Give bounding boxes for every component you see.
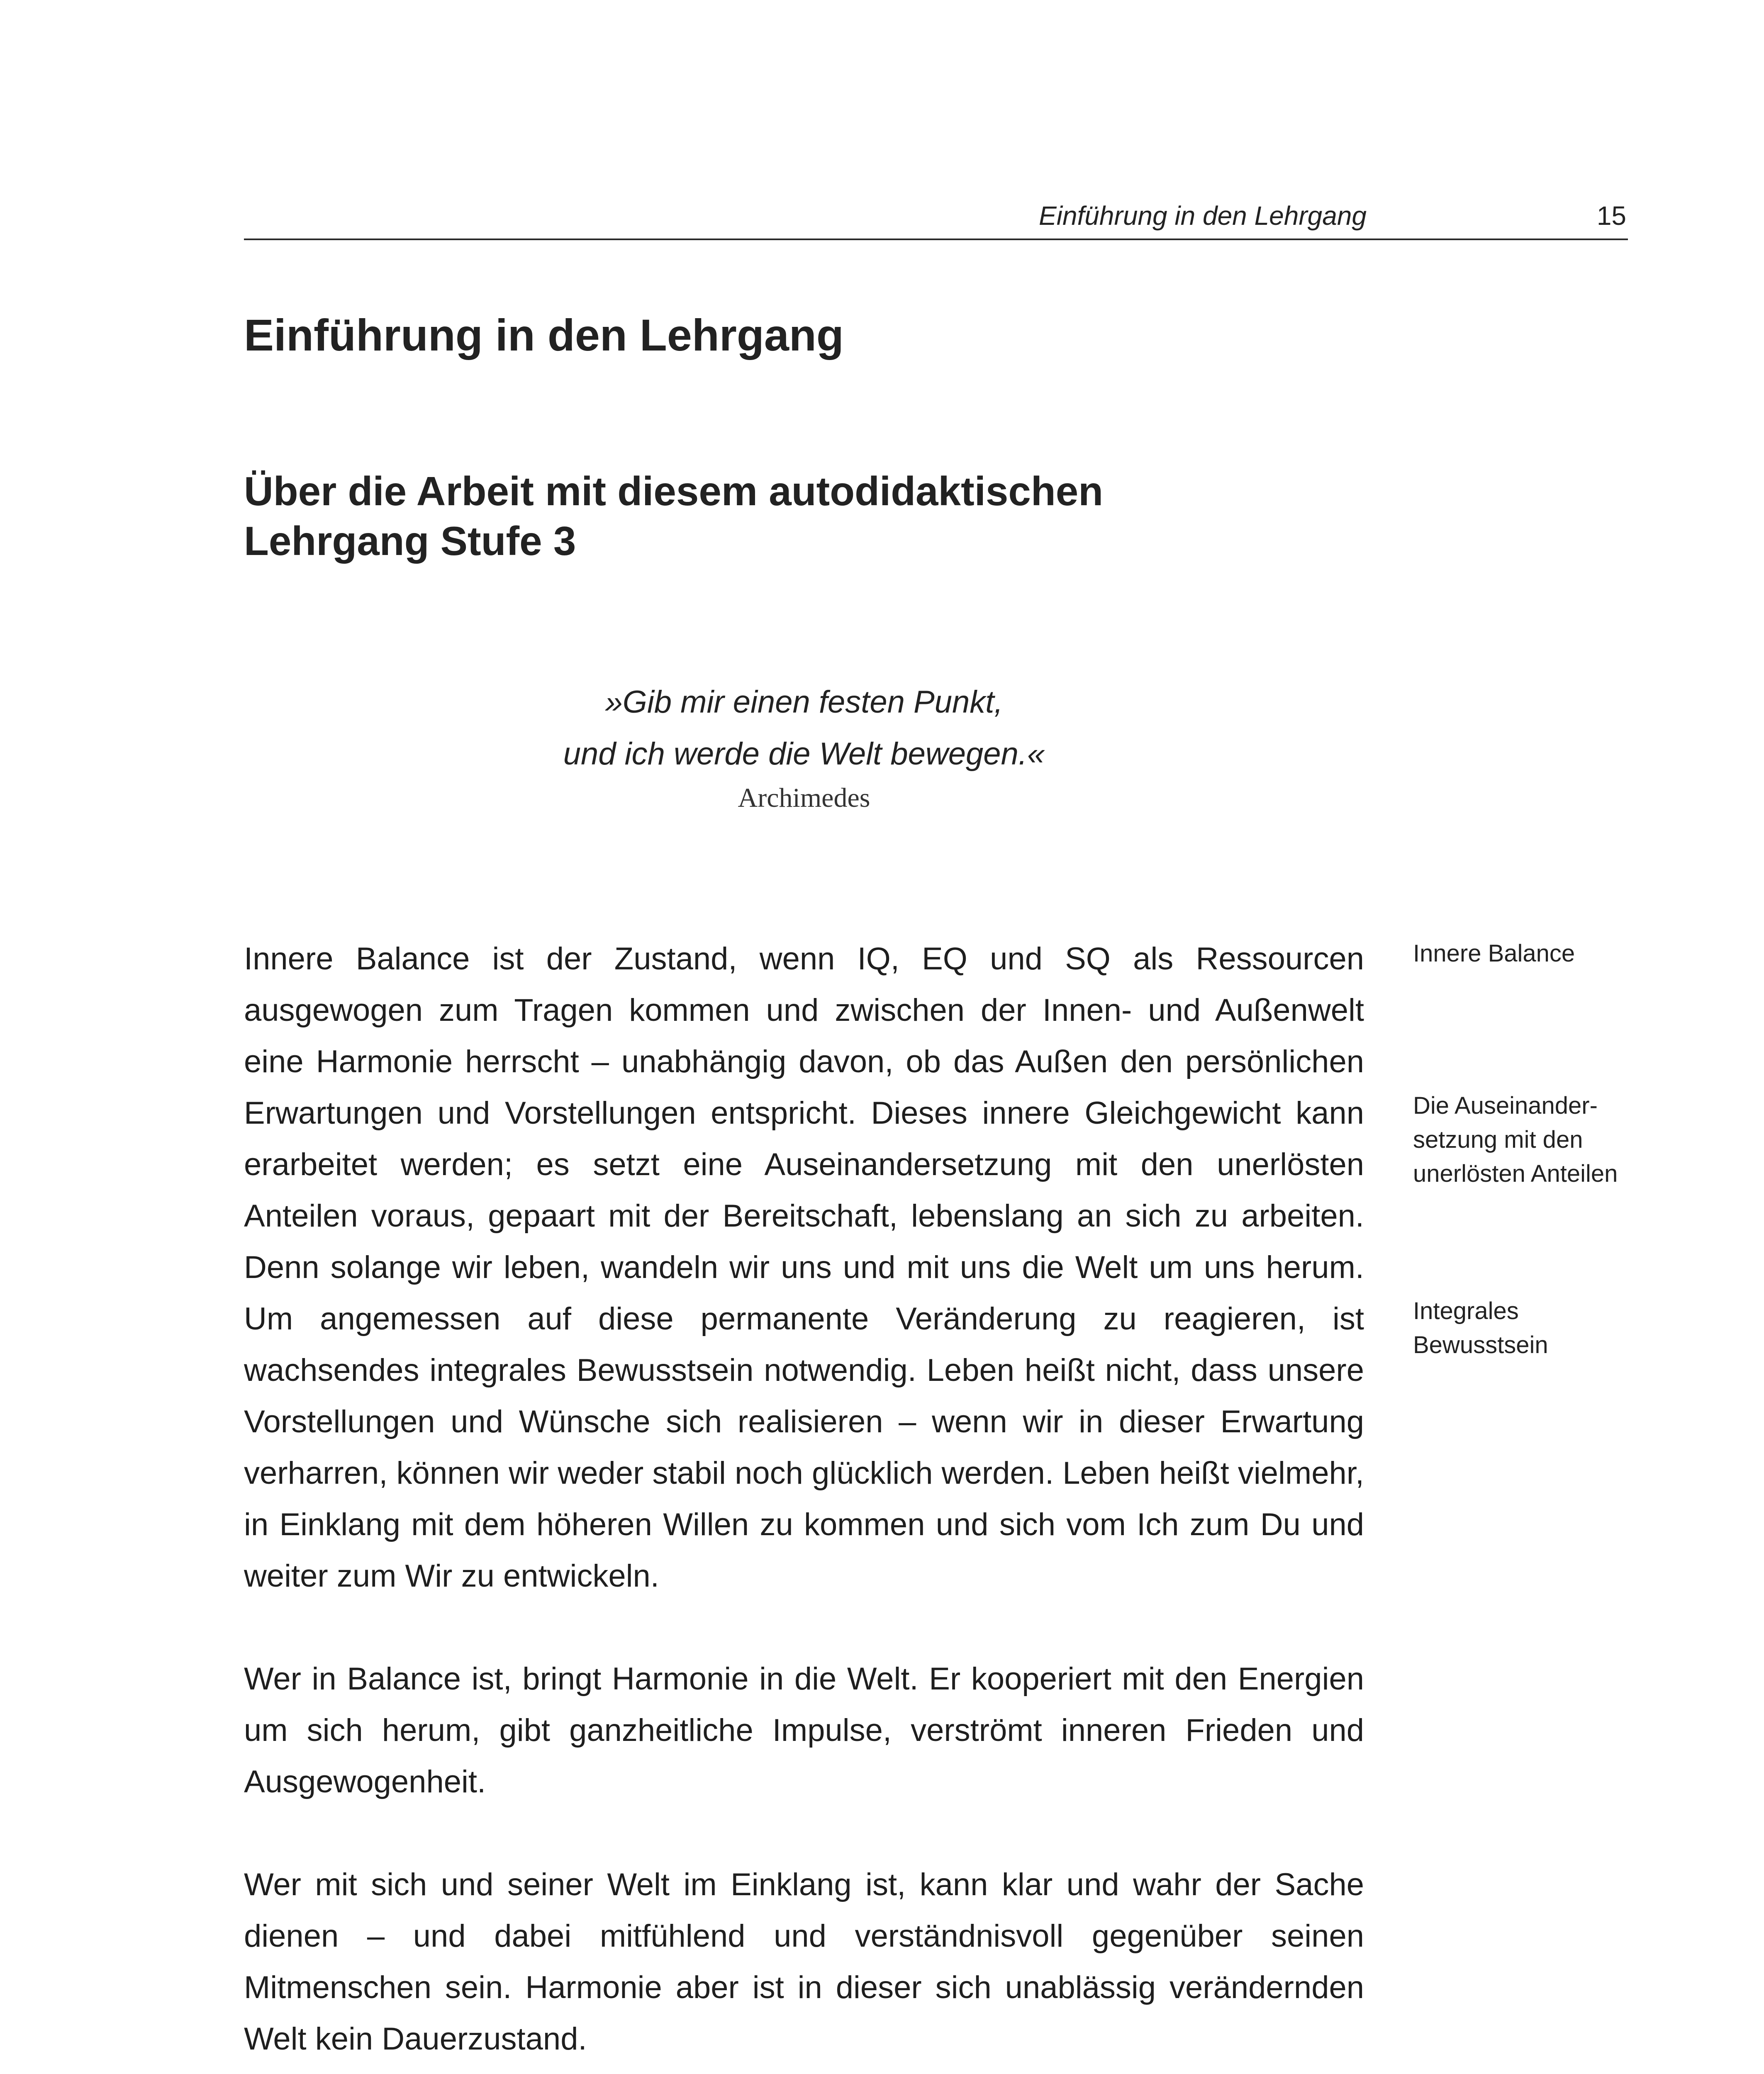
margin-note-2-line-2: setzung mit den bbox=[1413, 1126, 1583, 1153]
running-head-title: Einführung in den Lehrgang bbox=[1039, 201, 1367, 231]
margin-note-innere-balance bbox=[1413, 937, 1645, 971]
epigraph-author: Archimedes bbox=[738, 783, 870, 813]
margin-note-2-line-1: Die Auseinander- bbox=[1413, 1092, 1598, 1119]
section-title-line-2: Lehrgang Stufe 3 bbox=[244, 518, 576, 564]
running-head bbox=[244, 189, 1628, 240]
paragraph-1: Innere Balance ist der Zustand, wenn IQ, EQ und SQ als Ressourcen ausgewogen zum Tragen kommen und zwischen der Innen- und Außenwelt eine Harmonie herrscht – unabhängig davon, ob das Außen den persönlichen Erwartungen und Vorstellungen entspricht. Dieses innere Gleichgewicht kann erarbeitet werden; es setzt eine Auseinandersetzung mit den unerlösten Anteilen voraus, gepaart mit der Bereitschaft, lebenslang an sich zu arbeiten. Denn solange wir leben, wandeln wir uns und mit uns die Welt um uns herum. Um angemessen auf diese permanente Veränderung zu reagieren, ist wachsendes integrales Bewusstsein notwendig. Leben heißt nicht, dass unsere Vorstellungen und Wünsche sich realisieren – wenn wir in dieser Erwartung verharren, können wir weder stabil noch glücklich werden. Leben heißt vielmehr, in Einklang mit dem höheren Willen zu kommen und sich vom Ich zum Du und weiter zum Wir zu entwickeln. bbox=[244, 941, 1364, 1594]
margin-note-1-text: Innere Balance bbox=[1413, 940, 1575, 967]
epigraph-line-2: und ich werde die Welt bewegen.« bbox=[563, 736, 1045, 772]
section-title bbox=[244, 467, 1364, 566]
body-text bbox=[244, 933, 1364, 2074]
epigraph-line-1: »Gib mir einen festen Punkt, bbox=[605, 684, 1003, 720]
margin-note-auseinandersetzung bbox=[1413, 1089, 1645, 1191]
margin-note-integrales-bewusstsein bbox=[1413, 1294, 1645, 1362]
page-number: 15 bbox=[1596, 201, 1626, 231]
margin-note-3-line-2: Bewusstsein bbox=[1413, 1332, 1548, 1358]
paragraph-2: Wer in Balance ist, bringt Harmonie in die Welt. Er kooperiert mit den Energien um sich herum, gibt ganzheitliche Impulse, verströmt inneren Frieden und Ausgewogenheit. bbox=[244, 1661, 1364, 1799]
paragraph-3: Wer mit sich und seiner Welt im Einklang ist, kann klar und wahr der Sache dienen – und dabei mitfühlend und verständnisvoll gegenüber seinen Mitmenschen sein. Harmonie aber ist in dieser sich unablässig verändernden Welt kein Dauerzustand. bbox=[244, 1867, 1364, 2057]
section-title-line-1: Über die Arbeit mit diesem autodidaktischen bbox=[244, 468, 1104, 514]
margin-note-2-line-3: unerlösten Anteilen bbox=[1413, 1160, 1618, 1187]
epigraph bbox=[244, 676, 1364, 814]
chapter-title: Einführung in den Lehrgang bbox=[244, 310, 844, 360]
margin-note-3-line-1: Integrales bbox=[1413, 1297, 1519, 1324]
